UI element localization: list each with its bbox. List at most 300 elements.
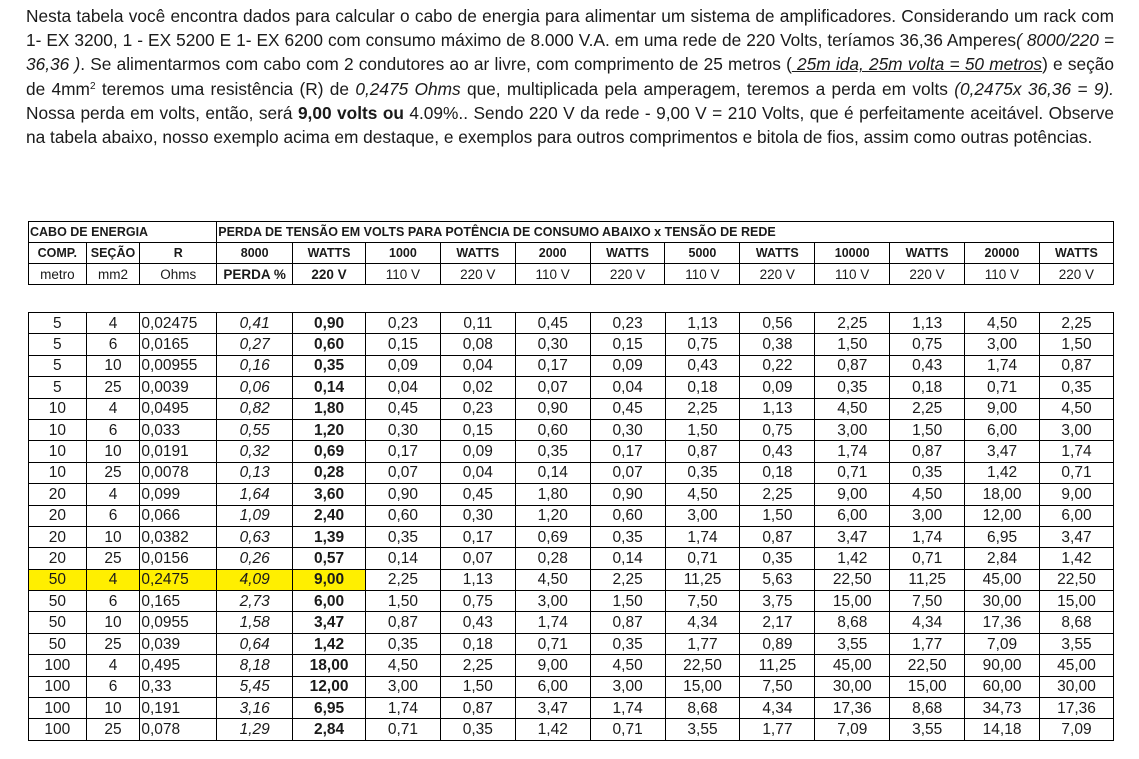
table-cell: 3,47 bbox=[815, 526, 890, 547]
table-cell: 6,95 bbox=[293, 698, 366, 719]
table-cell: 0,18 bbox=[440, 633, 515, 654]
table-row bbox=[29, 569, 1114, 590]
table-cell: 4,50 bbox=[1040, 398, 1114, 419]
table-cell: 10 bbox=[86, 355, 140, 376]
table-cell: 22,50 bbox=[665, 655, 740, 676]
table-cell: 3,47 bbox=[515, 698, 590, 719]
superscript: 2 bbox=[89, 80, 96, 92]
table-row bbox=[29, 419, 1114, 440]
table-cell: 0,87 bbox=[815, 355, 890, 376]
table-cell: 0,87 bbox=[665, 441, 740, 462]
table-cell: 6,00 bbox=[1040, 505, 1114, 526]
table-cell: 2,25 bbox=[1040, 313, 1114, 334]
table-cell: 100 bbox=[29, 676, 87, 697]
table-cell: 0,43 bbox=[440, 612, 515, 633]
table-cell: 0,35 bbox=[815, 377, 890, 398]
header-unit-cell: 220 V bbox=[740, 264, 815, 285]
table-cell: 4 bbox=[86, 484, 140, 505]
table-cell: 0,18 bbox=[740, 462, 815, 483]
table-cell: 1,80 bbox=[515, 484, 590, 505]
table-cell: 5,45 bbox=[217, 676, 293, 697]
table-cell: 0,41 bbox=[217, 313, 293, 334]
table-cell: 3,55 bbox=[890, 719, 965, 740]
table-cell: 1,74 bbox=[965, 355, 1040, 376]
resistance-value: 0,2475 Ohms bbox=[355, 78, 461, 99]
table-cell: 2,84 bbox=[293, 719, 366, 740]
table-cell: 0,90 bbox=[366, 484, 441, 505]
table-cell: 3,55 bbox=[1040, 633, 1114, 654]
table-cell: 1,80 bbox=[293, 398, 366, 419]
amperage-formula: ( 8000/220 = 36,36 ) bbox=[26, 30, 1114, 75]
table-cell: 9,00 bbox=[1040, 484, 1114, 505]
table-cell: 0,60 bbox=[590, 505, 665, 526]
table-cell: 0,35 bbox=[515, 441, 590, 462]
table-cell: 1,42 bbox=[293, 633, 366, 654]
table-cell: 0,0156 bbox=[140, 548, 217, 569]
table-cell: 3,00 bbox=[590, 676, 665, 697]
table-cell: 0,35 bbox=[665, 462, 740, 483]
table-cell: 10 bbox=[86, 612, 140, 633]
table-cell: 0,0495 bbox=[140, 398, 217, 419]
table-cell: 5,63 bbox=[740, 569, 815, 590]
table-cell: 20 bbox=[29, 505, 87, 526]
table-cell: 4,09 bbox=[217, 569, 293, 590]
table-cell: 0,13 bbox=[217, 462, 293, 483]
table-cell: 45,00 bbox=[1040, 655, 1114, 676]
table-cell: 0,27 bbox=[217, 334, 293, 355]
table-cell: 0,60 bbox=[515, 419, 590, 440]
table-cell: 2,84 bbox=[965, 548, 1040, 569]
table-cell: 0,04 bbox=[590, 377, 665, 398]
table-cell: 20 bbox=[29, 548, 87, 569]
header-unit-cell: metro bbox=[29, 264, 87, 285]
header-cell: WATTS bbox=[1039, 243, 1113, 264]
table-cell: 45,00 bbox=[965, 569, 1040, 590]
table-cell: 6 bbox=[86, 419, 140, 440]
table-cell: 60,00 bbox=[965, 676, 1040, 697]
table-cell: 0,16 bbox=[217, 355, 293, 376]
table-cell: 0,64 bbox=[217, 633, 293, 654]
table-cell: 6 bbox=[86, 505, 140, 526]
table-cell: 0,0165 bbox=[140, 334, 217, 355]
table-cell: 0,07 bbox=[366, 462, 441, 483]
table-row bbox=[29, 698, 1114, 719]
table-cell: 4,34 bbox=[890, 612, 965, 633]
table-cell: 3,47 bbox=[1040, 526, 1114, 547]
table-cell: 25 bbox=[86, 377, 140, 398]
table-cell: 0,82 bbox=[217, 398, 293, 419]
table-cell: 7,50 bbox=[890, 591, 965, 612]
table-row bbox=[29, 313, 1114, 334]
loss-value: 9,00 volts ou bbox=[297, 102, 404, 123]
table-cell: 1,50 bbox=[665, 419, 740, 440]
table-cell: 90,00 bbox=[965, 655, 1040, 676]
table-row bbox=[29, 655, 1114, 676]
table-cell: 0,71 bbox=[665, 548, 740, 569]
table-cell: 0,57 bbox=[293, 548, 366, 569]
table-cell: 3,55 bbox=[665, 719, 740, 740]
table-cell: 1,50 bbox=[1040, 334, 1114, 355]
table-cell: 3,00 bbox=[515, 591, 590, 612]
table-cell: 4 bbox=[86, 569, 140, 590]
table-cell: 5 bbox=[29, 313, 87, 334]
table-cell: 1,74 bbox=[665, 526, 740, 547]
table-cell: 0,02475 bbox=[140, 313, 217, 334]
table-cell: 0,06 bbox=[217, 377, 293, 398]
table-cell: 1,50 bbox=[590, 591, 665, 612]
table-cell: 1,77 bbox=[740, 719, 815, 740]
table-cell: 10 bbox=[29, 398, 87, 419]
header-unit-cell: 220 V bbox=[890, 264, 965, 285]
table-cell: 0,14 bbox=[366, 548, 441, 569]
table-cell: 10 bbox=[86, 526, 140, 547]
table-cell: 0,14 bbox=[515, 462, 590, 483]
header-cell: SEÇÃO bbox=[86, 243, 140, 264]
table-cell: 15,00 bbox=[1040, 591, 1114, 612]
table-cell: 0,87 bbox=[890, 441, 965, 462]
table-cell: 0,22 bbox=[740, 355, 815, 376]
intro-text: teremos uma resistência (R) de bbox=[95, 78, 356, 99]
table-cell: 0,45 bbox=[590, 398, 665, 419]
table-cell: 0,45 bbox=[440, 484, 515, 505]
table-cell: 0,71 bbox=[815, 462, 890, 483]
table-cell: 2,25 bbox=[440, 655, 515, 676]
table-cell: 6 bbox=[86, 591, 140, 612]
table-cell: 5 bbox=[29, 355, 87, 376]
table-cell: 6 bbox=[86, 334, 140, 355]
table-cell: 1,29 bbox=[217, 719, 293, 740]
table-cell: 1,50 bbox=[740, 505, 815, 526]
header-unit-cell: 110 V bbox=[665, 264, 740, 285]
table-cell: 3,55 bbox=[815, 633, 890, 654]
table-cell: 0,078 bbox=[140, 719, 217, 740]
table-cell: 10 bbox=[29, 462, 87, 483]
table-row bbox=[29, 676, 1114, 697]
length-formula: 25m ida, 25m volta = 50 metros bbox=[791, 54, 1043, 75]
table-cell: 0,35 bbox=[293, 355, 366, 376]
table-cell: 0,35 bbox=[366, 526, 441, 547]
table-cell: 1,74 bbox=[366, 698, 441, 719]
table-cell: 2,25 bbox=[740, 484, 815, 505]
table-cell: 12,00 bbox=[293, 676, 366, 697]
table-cell: 3,00 bbox=[366, 676, 441, 697]
table-header bbox=[28, 221, 1114, 285]
table-cell: 1,42 bbox=[815, 548, 890, 569]
table-cell: 0,28 bbox=[515, 548, 590, 569]
table-row bbox=[29, 612, 1114, 633]
table-cell: 0,35 bbox=[366, 633, 441, 654]
table-cell: 17,36 bbox=[815, 698, 890, 719]
table-cell: 0,00955 bbox=[140, 355, 217, 376]
header-unit-cell: 220 V bbox=[440, 264, 515, 285]
table-cell: 25 bbox=[86, 548, 140, 569]
table-cell: 1,13 bbox=[740, 398, 815, 419]
table-cell: 3,00 bbox=[665, 505, 740, 526]
table-cell: 1,50 bbox=[890, 419, 965, 440]
table-cell: 4,50 bbox=[366, 655, 441, 676]
table-cell: 25 bbox=[86, 462, 140, 483]
header-group-cable: CABO DE ENERGIA bbox=[29, 222, 217, 243]
table-cell: 0,71 bbox=[890, 548, 965, 569]
header-cell: 2000 bbox=[515, 243, 590, 264]
table-cell: 1,42 bbox=[515, 719, 590, 740]
table-cell: 0,45 bbox=[366, 398, 441, 419]
table-row bbox=[29, 398, 1114, 419]
table-cell: 0,35 bbox=[590, 633, 665, 654]
header-cell: WATTS bbox=[293, 243, 366, 264]
table-cell: 0,38 bbox=[740, 334, 815, 355]
table-cell: 0,63 bbox=[217, 526, 293, 547]
table-cell: 4,50 bbox=[515, 569, 590, 590]
table-cell: 0,2475 bbox=[140, 569, 217, 590]
table-cell: 0,55 bbox=[217, 419, 293, 440]
table-cell: 0,0382 bbox=[140, 526, 217, 547]
table-cell: 0,15 bbox=[590, 334, 665, 355]
header-unit-cell: 110 V bbox=[515, 264, 590, 285]
data-table bbox=[28, 312, 1114, 741]
table-cell: 11,25 bbox=[665, 569, 740, 590]
table-cell: 0,17 bbox=[440, 526, 515, 547]
table-cell: 1,64 bbox=[217, 484, 293, 505]
header-cell: WATTS bbox=[740, 243, 815, 264]
table-cell: 2,25 bbox=[890, 398, 965, 419]
table-cell: 2,25 bbox=[815, 313, 890, 334]
table-cell: 9,00 bbox=[515, 655, 590, 676]
table-cell: 0,039 bbox=[140, 633, 217, 654]
header-unit-cell: 220 V bbox=[1039, 264, 1113, 285]
table-cell: 3,16 bbox=[217, 698, 293, 719]
table-cell: 15,00 bbox=[890, 676, 965, 697]
table-cell: 3,60 bbox=[293, 484, 366, 505]
table-cell: 1,39 bbox=[293, 526, 366, 547]
table-cell: 1,77 bbox=[890, 633, 965, 654]
header-unit-cell: PERDA % bbox=[217, 264, 293, 285]
table-cell: 4,50 bbox=[890, 484, 965, 505]
intro-text: . Se alimentarmos com cabo com 2 condutores ao ar livre, com comprimento de 25 metros ( bbox=[80, 54, 792, 75]
table-cell: 0,60 bbox=[366, 505, 441, 526]
table-cell: 10 bbox=[86, 441, 140, 462]
table-cell: 0,09 bbox=[440, 441, 515, 462]
table-cell: 8,68 bbox=[1040, 612, 1114, 633]
table-cell: 0,35 bbox=[590, 526, 665, 547]
table-cell: 1,50 bbox=[815, 334, 890, 355]
header-cell: WATTS bbox=[890, 243, 965, 264]
table-cell: 14,18 bbox=[965, 719, 1040, 740]
table-cell: 0,87 bbox=[366, 612, 441, 633]
intro-text: Nossa perda em volts, então, será bbox=[26, 102, 298, 123]
table-cell: 0,0078 bbox=[140, 462, 217, 483]
table-cell: 6,00 bbox=[815, 505, 890, 526]
table-cell: 20 bbox=[29, 526, 87, 547]
table-row bbox=[29, 334, 1114, 355]
table-cell: 9,00 bbox=[815, 484, 890, 505]
loss-formula: (0,2475x 36,36 = 9). bbox=[954, 78, 1114, 99]
table-cell: 22,50 bbox=[890, 655, 965, 676]
table-cell: 0,32 bbox=[217, 441, 293, 462]
table-cell: 0,23 bbox=[590, 313, 665, 334]
table-cell: 100 bbox=[29, 719, 87, 740]
table-cell: 0,495 bbox=[140, 655, 217, 676]
table-cell: 25 bbox=[86, 719, 140, 740]
table-cell: 4,50 bbox=[665, 484, 740, 505]
table-cell: 2,40 bbox=[293, 505, 366, 526]
table-cell: 0,71 bbox=[1040, 462, 1114, 483]
table-cell: 0,23 bbox=[440, 398, 515, 419]
table-cell: 100 bbox=[29, 698, 87, 719]
header-group-loss: PERDA DE TENSÃO EM VOLTS PARA POTÊNCIA DE CONSUMO ABAIXO x TENSÃO DE REDE bbox=[217, 222, 1114, 243]
table-cell: 11,25 bbox=[890, 569, 965, 590]
table-cell: 2,73 bbox=[217, 591, 293, 612]
table-cell: 11,25 bbox=[740, 655, 815, 676]
table-cell: 0,69 bbox=[293, 441, 366, 462]
table-cell: 25 bbox=[86, 633, 140, 654]
table-cell: 4,50 bbox=[815, 398, 890, 419]
table-cell: 0,33 bbox=[140, 676, 217, 697]
table-cell: 6,95 bbox=[965, 526, 1040, 547]
table-cell: 1,13 bbox=[440, 569, 515, 590]
table-cell: 0,0039 bbox=[140, 377, 217, 398]
table-cell: 10 bbox=[29, 441, 87, 462]
intro-text: ) e seção de 4mm bbox=[26, 54, 1114, 99]
table-cell: 0,35 bbox=[1040, 377, 1114, 398]
table-cell: 1,20 bbox=[293, 419, 366, 440]
table-cell: 0,18 bbox=[890, 377, 965, 398]
table-cell: 0,90 bbox=[293, 313, 366, 334]
table-cell: 7,09 bbox=[815, 719, 890, 740]
intro-text: que, multiplicada pela amperagem, teremos a perda em volts bbox=[460, 78, 955, 99]
header-cell: R bbox=[140, 243, 217, 264]
table-cell: 7,09 bbox=[965, 633, 1040, 654]
table-row bbox=[29, 548, 1114, 569]
table-cell: 0,033 bbox=[140, 419, 217, 440]
table-cell: 0,04 bbox=[440, 355, 515, 376]
table-cell: 0,09 bbox=[740, 377, 815, 398]
table-cell: 1,58 bbox=[217, 612, 293, 633]
table-cell: 6,00 bbox=[965, 419, 1040, 440]
table-cell: 0,69 bbox=[515, 526, 590, 547]
table-cell: 0,14 bbox=[590, 548, 665, 569]
table-cell: 0,60 bbox=[293, 334, 366, 355]
table-row bbox=[29, 719, 1114, 740]
table-cell: 0,71 bbox=[515, 633, 590, 654]
header-unit-cell: 220 V bbox=[293, 264, 366, 285]
table-cell: 8,68 bbox=[815, 612, 890, 633]
table-cell: 1,20 bbox=[515, 505, 590, 526]
table-cell: 1,09 bbox=[217, 505, 293, 526]
table-cell: 0,17 bbox=[366, 441, 441, 462]
table-cell: 0,26 bbox=[217, 548, 293, 569]
header-unit-cell: 110 V bbox=[815, 264, 890, 285]
table-cell: 1,74 bbox=[815, 441, 890, 462]
table-row bbox=[29, 505, 1114, 526]
header-cell: 8000 bbox=[217, 243, 293, 264]
table-cell: 0,35 bbox=[740, 548, 815, 569]
table-cell: 15,00 bbox=[665, 676, 740, 697]
table-cell: 5 bbox=[29, 334, 87, 355]
table-cell: 1,74 bbox=[515, 612, 590, 633]
table-cell: 0,23 bbox=[366, 313, 441, 334]
intro-paragraph bbox=[26, 4, 1114, 149]
table-cell: 2,25 bbox=[665, 398, 740, 419]
table-cell: 4,50 bbox=[590, 655, 665, 676]
table-cell: 0,35 bbox=[440, 719, 515, 740]
table-cell: 3,75 bbox=[740, 591, 815, 612]
table-row bbox=[29, 355, 1114, 376]
table-cell: 20 bbox=[29, 484, 87, 505]
table-cell: 0,87 bbox=[440, 698, 515, 719]
table-cell: 0,30 bbox=[366, 419, 441, 440]
table-cell: 0,11 bbox=[440, 313, 515, 334]
table-cell: 0,89 bbox=[740, 633, 815, 654]
table-row bbox=[29, 441, 1114, 462]
table-row bbox=[29, 377, 1114, 398]
table-cell: 3,00 bbox=[1040, 419, 1114, 440]
header-unit-cell: Ohms bbox=[140, 264, 217, 285]
table-cell: 0,066 bbox=[140, 505, 217, 526]
table-row bbox=[29, 462, 1114, 483]
table-cell: 5 bbox=[29, 377, 87, 398]
table-cell: 4,34 bbox=[665, 612, 740, 633]
table-cell: 1,13 bbox=[890, 313, 965, 334]
table-cell: 0,0955 bbox=[140, 612, 217, 633]
table-cell: 0,43 bbox=[740, 441, 815, 462]
table-cell: 0,07 bbox=[440, 548, 515, 569]
header-cell: WATTS bbox=[590, 243, 665, 264]
table-cell: 0,43 bbox=[665, 355, 740, 376]
table-cell: 50 bbox=[29, 569, 87, 590]
table-cell: 1,42 bbox=[1040, 548, 1114, 569]
table-cell: 7,50 bbox=[665, 591, 740, 612]
table-cell: 0,15 bbox=[366, 334, 441, 355]
table-cell: 50 bbox=[29, 633, 87, 654]
header-cell: COMP. bbox=[29, 243, 87, 264]
table-cell: 18,00 bbox=[293, 655, 366, 676]
table-cell: 0,87 bbox=[740, 526, 815, 547]
table-cell: 30,00 bbox=[1040, 676, 1114, 697]
table-cell: 1,74 bbox=[590, 698, 665, 719]
table-cell: 9,00 bbox=[965, 398, 1040, 419]
table-cell: 4,34 bbox=[740, 698, 815, 719]
table-cell: 3,47 bbox=[965, 441, 1040, 462]
table-cell: 3,00 bbox=[965, 334, 1040, 355]
table-cell: 18,00 bbox=[965, 484, 1040, 505]
table-cell: 34,73 bbox=[965, 698, 1040, 719]
table-cell: 1,77 bbox=[665, 633, 740, 654]
table-cell: 0,87 bbox=[590, 612, 665, 633]
table-cell: 22,50 bbox=[815, 569, 890, 590]
table-cell: 8,68 bbox=[665, 698, 740, 719]
table-cell: 2,25 bbox=[366, 569, 441, 590]
table-cell: 0,07 bbox=[515, 377, 590, 398]
table-cell: 30,00 bbox=[815, 676, 890, 697]
intro-text: Nesta tabela você encontra dados para calcular o cabo de energia para alimentar um sistema de amplificadores. Considerando um rack com 1- EX 3200, 1 - EX 5200 E 1- EX 6200 com consumo máximo de 8.000 V.A. em uma rede de 220 Volts, teríamos 36,36 Amperes bbox=[26, 6, 1114, 51]
table-cell: 3,00 bbox=[815, 419, 890, 440]
table-cell: 45,00 bbox=[815, 655, 890, 676]
table-row bbox=[29, 591, 1114, 612]
table-cell: 8,68 bbox=[890, 698, 965, 719]
table-cell: 0,14 bbox=[293, 377, 366, 398]
table-cell: 0,90 bbox=[590, 484, 665, 505]
table-cell: 100 bbox=[29, 655, 87, 676]
table-cell: 0,28 bbox=[293, 462, 366, 483]
table-cell: 50 bbox=[29, 591, 87, 612]
table-cell: 0,71 bbox=[366, 719, 441, 740]
table-cell: 17,36 bbox=[965, 612, 1040, 633]
header-cell: 5000 bbox=[665, 243, 740, 264]
header-unit-cell: 220 V bbox=[590, 264, 665, 285]
table-cell: 0,35 bbox=[890, 462, 965, 483]
header-cell: 20000 bbox=[964, 243, 1039, 264]
